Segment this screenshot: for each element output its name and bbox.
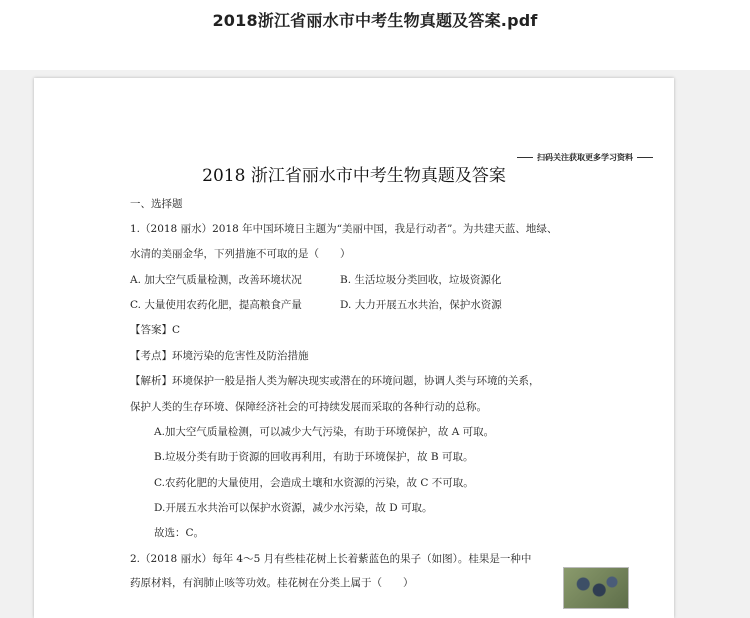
analysis-line-1: 【解析】环境保护一般是指人类为解决现实或潜在的环境问题，协调人类与环境的关系， <box>130 375 540 387</box>
section-title: 一、选择题 <box>130 198 183 210</box>
divider <box>517 157 533 158</box>
explanation-c: C.农药化肥的大量使用，会造成土壤和水资源的污染，故 C 不可取。 <box>154 477 474 489</box>
choice: 故选：C。 <box>154 527 205 539</box>
option-a: A. 加大空气质量检测，改善环境状况 <box>130 274 302 286</box>
osmanthus-fruit-image <box>563 567 629 609</box>
promo-text: 扫码关注获取更多学习资料 <box>537 153 633 162</box>
exam-point: 【考点】环境污染的危害性及防治措施 <box>130 350 309 362</box>
option-b: B. 生活垃圾分类回收，垃圾资源化 <box>340 274 502 286</box>
question-2-line-2: 药原材料，有润肺止咳等功效。桂花树在分类上属于（ ） <box>130 577 414 589</box>
viewer-toolbar <box>0 0 750 70</box>
question-1-line-2: 水清的美丽金华，下列措施不可取的是（ ） <box>130 248 351 260</box>
pdf-page <box>34 78 674 618</box>
analysis-line-2: 保护人类的生存环境、保障经济社会的可持续发展而采取的各种行动的总称。 <box>130 401 487 413</box>
file-title: 2018浙江省丽水市中考生物真题及答案.pdf <box>212 11 538 30</box>
question-2-line-1: 2.（2018 丽水）每年 4～5 月有些桂花树上长着紫蓝色的果子（如图）。桂果是一种中 <box>130 553 532 565</box>
option-d: D. 大力开展五水共治，保护水资源 <box>340 299 502 311</box>
question-1-line-1: 1.（2018 丽水）2018 年中国环境日主题为“美丽中国，我是行动者”。为共建天蓝、地绿、 <box>130 223 558 235</box>
document-heading: 2018 浙江省丽水市中考生物真题及答案 <box>202 166 506 186</box>
explanation-b: B.垃圾分类有助于资源的回收再利用，有助于环境保护，故 B 可取。 <box>154 451 474 463</box>
option-c: C. 大量使用农药化肥，提高粮食产量 <box>130 299 302 311</box>
explanation-d: D.开展五水共治可以保护水资源，减少水污染，故 D 可取。 <box>154 502 433 514</box>
explanation-a: A.加大空气质量检测，可以减少大气污染，有助于环境保护，故 A 可取。 <box>154 426 495 438</box>
answer: 【答案】C <box>130 324 181 336</box>
divider <box>637 157 653 158</box>
